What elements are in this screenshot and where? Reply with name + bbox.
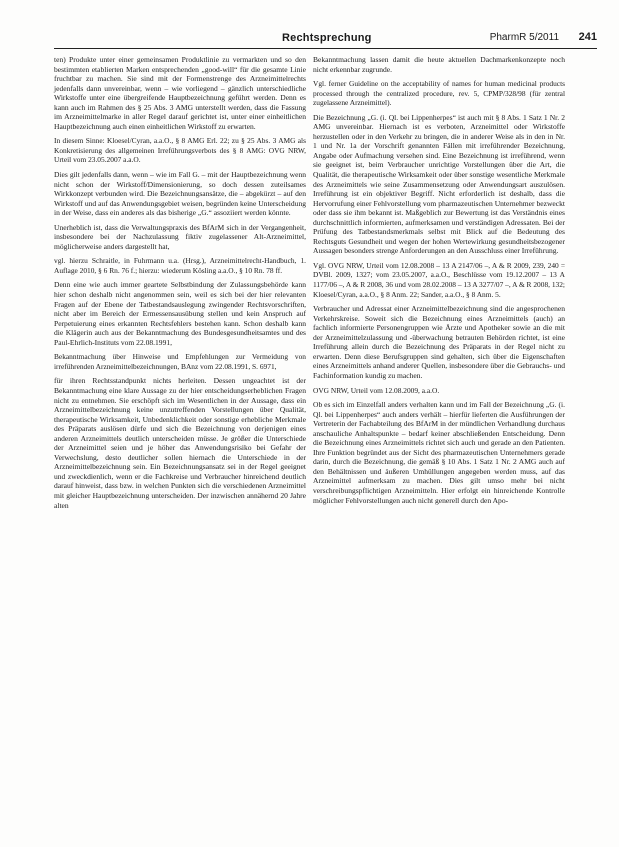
paragraph: für ihren Rechtsstandpunkt nichts herleiten. Dessen ungeachtet ist der Bekanntmachung eine klare Aussage zu der hier entscheidungserheblichen Fragen nicht zu entnehmen. Sie erschöpft sich im Wesentlichen in der Aussage, dass ein Arzneimittelbezeichnung keine unzutreffenden Vorstellungen über Qualität, therapeutische Wirksamkeit, Unbedenklichkeit oder sonstige erhebliche Merkmale des Präparats auslösen dürfe und sich die Bezeichnung von derjenigen eines anderen Arzneimittels deutlich unterscheiden müsse. Je größer die Unterschiede der Arzneimittel seien und je höher das Anwendungsrisiko bei Gefahr der Verwechslung, desto deutlicher sollen hiernach die Unterschiede in der Arzneimittelbezeichnung sein. Ein Bezeichnungsansatz sei in der Regel geeignet und zweckdienlich, wenn er die Fachkreise und Verbraucher hinreichend deutlich darauf hinweist, dass bzw. in welchen Punkten sich die verschiedenen Arzneimittel mit gleicher Hauptbezeichnung unterscheiden. Der inzwischen annähernd 20 Jahre alten xyxy=(54,376,306,510)
citation-paragraph: Vgl. OVG NRW, Urteil vom 12.08.2008 – 13 A 2147/06 –, A & R 2009, 239, 240 = DVBl. 2009, 1327; vom 23.05.2007, a.a.O., Beschlüsse vom 19.12.2007 – 13 A 1177/06 –, A & R 2008, 36 und vom 28.02.2008 – 13 A 3277/07 –, A & R 2008, 132; Kloesel/Cyran, a.a.O., § 8 Anm. 22; Sander, a.a.O., § 8 Anm. 5. xyxy=(313,260,565,299)
paragraph: Ob es sich im Einzelfall anders verhalten kann und im Fall der Bezeichnung „G. (i. Ql. bei Lippenherpes“ auch anders verhält – hierfür lieferten die Ausführungen der Vertreterin der Fachabteilung des BfArM in der mündlichen Verhandlung durchaus anschauliche Anhaltspunkte – bedarf keiner abschließenden Entscheidung. Denn die Bezeichnung eines Arzneimittels richtet sich auch und gerade an den Patienten. Ihre Funktion begründet aus der Sicht des pharmazeutischen Unternehmers gerade darin, durch die Bezeichnung, die gemäß § 10 Abs. 1 Satz 1 Nr. 2 AMG auch auf den Behältnissen und äußeren Umhüllungen angegeben werden muss, auf das Arzneimittel aufmerksam zu machen. Dies gilt umso mehr bei nicht verschreibungspflichtigen Arzneimitteln. Hier erfolgt ein hinreichende Kontrolle möglicher Fehlvorstellungen auch nicht generell durch den Apo- xyxy=(313,400,565,505)
page-number: 241 xyxy=(578,31,597,43)
paragraph: Die Bezeichnung „G. (i. Ql. bei Lippenherpes“ ist auch mit § 8 Abs. 1 Satz 1 Nr. 2 AMG unvereinbar. Hiernach ist es verboten, Arzneimittel oder Wirkstoffe herzustellen oder in den Verkehr zu bringen, die in anderer Weise als in den in Nr. 1 und Nr. 1a der Vorschrift genannten Fällen mit irreführender Bezeichnung, Angabe oder Aufmachung versehen sind. Eine Bezeichnung ist irreführend, wenn sie geeignet ist, beim Verbraucher unrichtige Vorstellungen über die Art, die Qualität, die therapeutische Wirksamkeit oder über sonstige wesentliche Merkmale des Arzneimittels wie seine Zusammensetzung oder Anwendungsart auszulösen. Irreführung ist ein objektiver Begriff. Nicht erforderlich ist deshalb, dass die Hervorrufung einer Fehlvorstellung vom pharmazeutischen Unternehmer bezweckt oder dass sie ihm bekannt ist. Maßgeblich zur Bewertung ist das Verständnis eines durchschnittlich informierten, aufmerksamen und verständigen Adressaten. Bei der Prüfung des Tatbestandsmerkmals selbst mit Blick auf die Bedeutung des Rechtsguts Gesundheit und wegen der hohen Wertewirkung gesundheitsbezogener Aussagen besonders strenge Anforderungen an den Ausschluss einer Irreführung. xyxy=(313,112,565,256)
right-column xyxy=(313,55,565,510)
paragraph: Dies gilt jedenfalls dann, wenn – wie im Fall G. – mit der Hauptbezeichnung wenn nicht schon der Wirkstoff/Dimensionierung, so doch dessen zuteilsames Wirkkonzept verbunden wird. Die Bezeichnungsansätze, die – abgekürzt – auf den Wirkstoff und auf das Anwendungsgebiet weisen, begründen keine Unterscheidung in der Weise, dass ein anderes als das bisherige „G.“ assoziiert werden könnte. xyxy=(54,170,306,218)
paragraph: ten) Produkte unter einer gemeinsamen Produktlinie zu vermarkten und so den bestimmten etablierten Marken entsprechenden „good-will“ für die gesamte Linie fruchtbar zu machen. Sie sind mit der Formenstrenge des Arzneimittelrechts jedenfalls dann unvereinbar, wenn – wie vorliegend – gänzlich unterschiedliche Wirkstoffe unter eine übergreifende Hauptbezeichnung geführt werden. Denn es kann auch im Rahmen des § 25 Abs. 3 AMG unterstellt werden, dass die Fassung im Arzneimittelmarke in aller Regel darauf gerichtet ist, unter einer einheitlichen Hauptbezeichnung auch einen einheitlichen Wirkstoff zu erwarten. xyxy=(54,55,306,131)
left-column xyxy=(54,55,306,515)
citation-paragraph: Bekanntmachung über Hinweise und Empfehlungen zur Vermeidung von irreführenden Arzneimittelbezeichnungen, BAnz vom 22.08.1991, S. 6971, xyxy=(54,352,306,371)
citation-paragraph: OVG NRW, Urteil vom 12.08.2009, a.a.O. xyxy=(313,385,440,395)
header-rule xyxy=(54,48,597,49)
paragraph: Denn eine wie auch immer geartete Selbstbindung der Zulassungsbehörde kann hier schon deshalb nicht angenommen sein, weil es sich bei der hier relevanten Fragen auf der Ebene der Tatbestandsauslegung zwingender Rechtsvorschriften, nicht aber im Bereich der Ermessensausübung stellen und kein Anspruch auf Perpetuierung eines erkannten Rechtsfehlers bestehen kann. Schon deshalb kann die Klägerin auch aus der Bekanntmachung des Bundesgesundheitsamtes und des Paul-Ehrlich-Instituts vom 22.08.1991, xyxy=(54,280,306,347)
section-title: Rechtsprechung xyxy=(282,32,372,44)
citation-paragraph: vgl. hierzu Schraitle, in Fuhrmann u.a. (Hrsg.), Arzneimittelrecht-Handbuch, 1. Auflage 2010, § 6 Rn. 76 f.; hierzu: wiederum Kösling a.a.O., § 10 Rn. 78 ff. xyxy=(54,256,306,275)
paragraph: Verbraucher und Adressat einer Arzneimittelbezeichnung sind die angesprochenen Verkehrskreise. Soweit sich die Bezeichnung eines Arzneimittels (auch) an fachlich informierte Personengruppen wie Ärzte und Apotheker sowie an die mit der Arzneimittelzulassung und -überwachung betrauten Behörden richtet, ist eine Irreführung allein durch die Bezeichnung des Präparats in der Regel nicht zu erwarten. Denn diese Berufsgruppen sind gehalten, sich über die Eigenschaften eines Arzneimittels anhand anderer Quellen, insbesondere über die Gebrauchs- und Fachinformation kundig zu machen. xyxy=(313,304,565,380)
paragraph: Bekanntmachung lassen damit die heute aktuellen Dachmarkenkonzepte noch nicht erkennbar zugrunde. xyxy=(313,55,565,74)
running-header xyxy=(54,30,597,48)
paragraph: Unerheblich ist, dass die Verwaltungspraxis des BfArM sich in der Vergangenheit, insbesondere bei der Nachzulassung fiktiv zugelassener Alt-Arzneimittel, möglicherweise anders dargestellt hat, xyxy=(54,222,306,251)
citation-paragraph: Vgl. ferner Guideline on the acceptability of names for human medicinal products processed through the centralized procedure, rev. 5, CPMP/328/98 (für zentral zugelassene Arzneimittel). xyxy=(313,79,565,108)
journal-issue: PharmR 5/2011 xyxy=(489,32,559,43)
citation-paragraph: In diesem Sinne: Kloesel/Cyran, a.a.O., § 8 AMG Erl. 22; zu § 25 Abs. 3 AMG als Konkretisierung des allgemeinen Irreführungsverbots des § 8 AMG: OVG NRW, Urteil vom 23.05.2007 a.a.O. xyxy=(54,136,306,165)
